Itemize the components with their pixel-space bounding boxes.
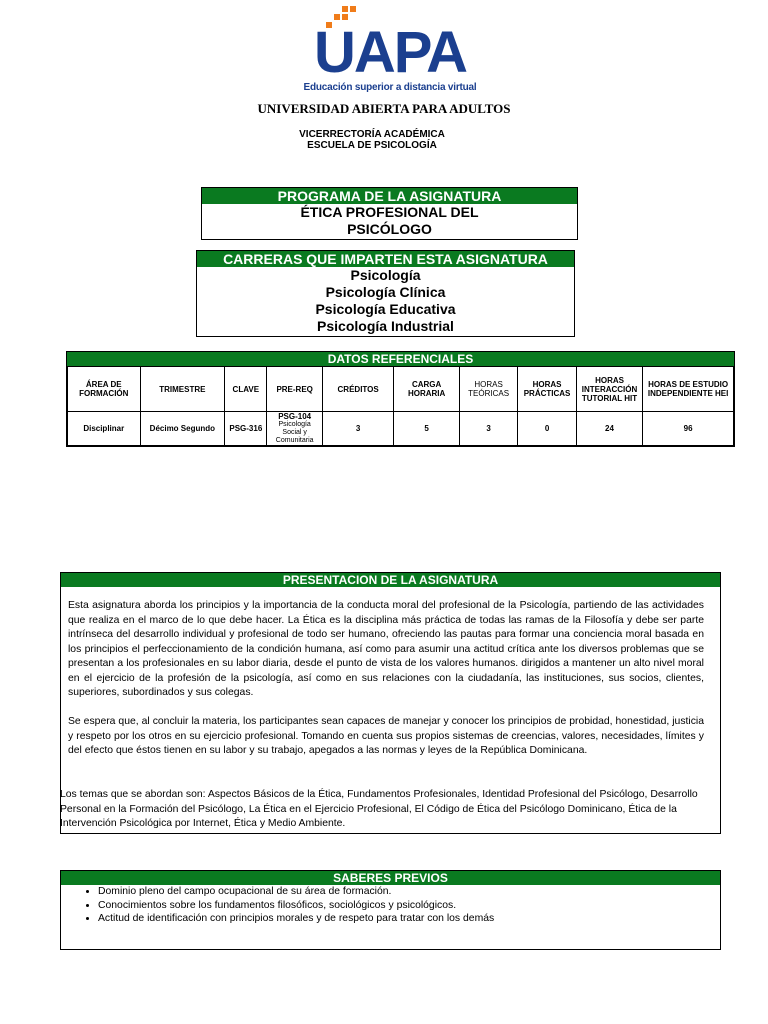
table-header-cell: HORAS TEÓRICAS [459,367,517,412]
table-header-cell: CLAVE [225,367,267,412]
presentacion-title: PRESENTACION DE LA ASIGNATURA [61,573,720,587]
table-header-cell: HORAS PRÁCTICAS [518,367,576,412]
department-heading [0,129,744,151]
carreras-list [197,267,574,336]
programa-box [201,187,578,240]
saberes-title: SABERES PREVIOS [61,871,720,885]
carga-cell: 5 [394,412,459,446]
creditos-cell: 3 [322,412,394,446]
table-header-cell: CARGA HORARIA [394,367,459,412]
area-cell: Disciplinar [68,412,141,446]
table-header-cell: ÁREA DE FORMACIÓN [68,367,141,412]
uapa-logo [298,4,482,96]
carrera-item: Psicología [350,267,421,283]
table-header-cell: CRÉDITOS [322,367,394,412]
temas-paragraph: Los temas que se abordan son: Aspectos Básicos de la Ética, Fundamentos Profesionales, Identidad Profesional del Psicólogo, Desarrollo Personal en la Formación del Psicólogo, La Ética en el Ejercicio Profesional, El Código de Ética del Psicólogo Dominicano, Ética de la Intervención Psicológica por Internet, Ética y Medio Ambiente. [60,789,698,829]
table-header-row [68,367,734,412]
course-name [202,204,577,239]
practicas-cell: 0 [518,412,576,446]
list-item: • Conocimientos sobre los fundamentos filosóficos, sociológicos y psicológicos. [98,899,720,913]
vicerrectoria-label: VICERRECTORÍA ACADÉMICA [299,129,445,140]
datos-referenciales-table [66,351,735,447]
datos-title: DATOS REFERENCIALES [67,352,734,366]
teoricas-cell: 3 [459,412,517,446]
hit-cell: 24 [576,412,642,446]
course-name-line: ÉTICA PROFESIONAL DEL [300,204,479,220]
presentacion-box [60,572,721,834]
table-header-cell: HORAS DE ESTUDIO INDEPENDIENTE HEI [643,367,734,412]
carrera-item: Psicología Industrial [317,318,454,334]
programa-title: PROGRAMA DE LA ASIGNATURA [202,188,577,204]
prereq-code: PSG-104 [278,412,312,421]
table-header-cell: TRIMESTRE [140,367,225,412]
trimestre-cell: Décimo Segundo [140,412,225,446]
prereq-cell [267,412,322,446]
presentacion-paragraph: Se espera que, al concluir la materia, los participantes sean capaces de manejar y conocer los principios de probidad, honestidad, justicia y respeto por los otros en su ejercicio profesional. Tomando en cuenta sus propios sistemas de creencias, valores, necesidades, límites y del efecto que éstos tienen en su labor y su trabajo, apegados a las normas y leyes de la República Dominicana. [68,716,704,756]
saberes-previos-box [60,870,721,950]
saberes-list [61,885,720,926]
table-header-cell: PRE-REQ [267,367,322,412]
carreras-box [196,250,575,337]
carrera-item: Psicología Clínica [325,284,446,300]
course-name-line: PSICÓLOGO [347,221,432,237]
clave-cell: PSG-316 [225,412,267,446]
carreras-title: CARRERAS QUE IMPARTEN ESTA ASIGNATURA [197,251,574,267]
escuela-label: ESCUELA DE PSICOLOGÍA [307,140,437,151]
table-row [68,412,734,446]
hei-cell: 96 [643,412,734,446]
carrera-item: Psicología Educativa [315,301,456,317]
table-header-cell: HORAS INTERACCIÓN TUTORIAL HIT [576,367,642,412]
list-item: • Actitud de identificación con principios morales y de respeto para tratar con los demás [98,912,720,926]
presentacion-paragraph: Esta asignatura aborda los principios y la importancia de la conducta moral del profesional de la Psicología, partiendo de las actividades que realiza en el marco de lo que debe hacer. La Ética es la disciplina más práctica de todas las ramas de la Filosofía y debe ser parte intrínseca del desarrollo individual y profesional de todo ser humano, ofreciendo las pautas para formar una conciencia moral basada en los principios el perfeccionamiento de la condición humana, así como para asumir una actitud crítica ante los diversos problemas que se presentan a los profesionales en su labor diaria, desde el punto de vista de los valores humanos. dirigidos a mantener un alto nivel moral en el ejercicio de la profesión de la psicología, así como en sus relaciones con la ciudadanía, las instituciones, sus socios, clientes, superiores, subordinados y sus colegas. [68,600,704,698]
logo-slogan: Educación superior a distancia virtual [303,82,477,93]
university-name: UNIVERSIDAD ABIERTA PARA ADULTOS [257,101,511,116]
logo-wordmark: UAPA [313,20,467,85]
prereq-name: Psicología Social y Comunitaria [275,421,314,444]
list-item: • Dominio pleno del campo ocupacional de su área de formación. [98,885,720,899]
